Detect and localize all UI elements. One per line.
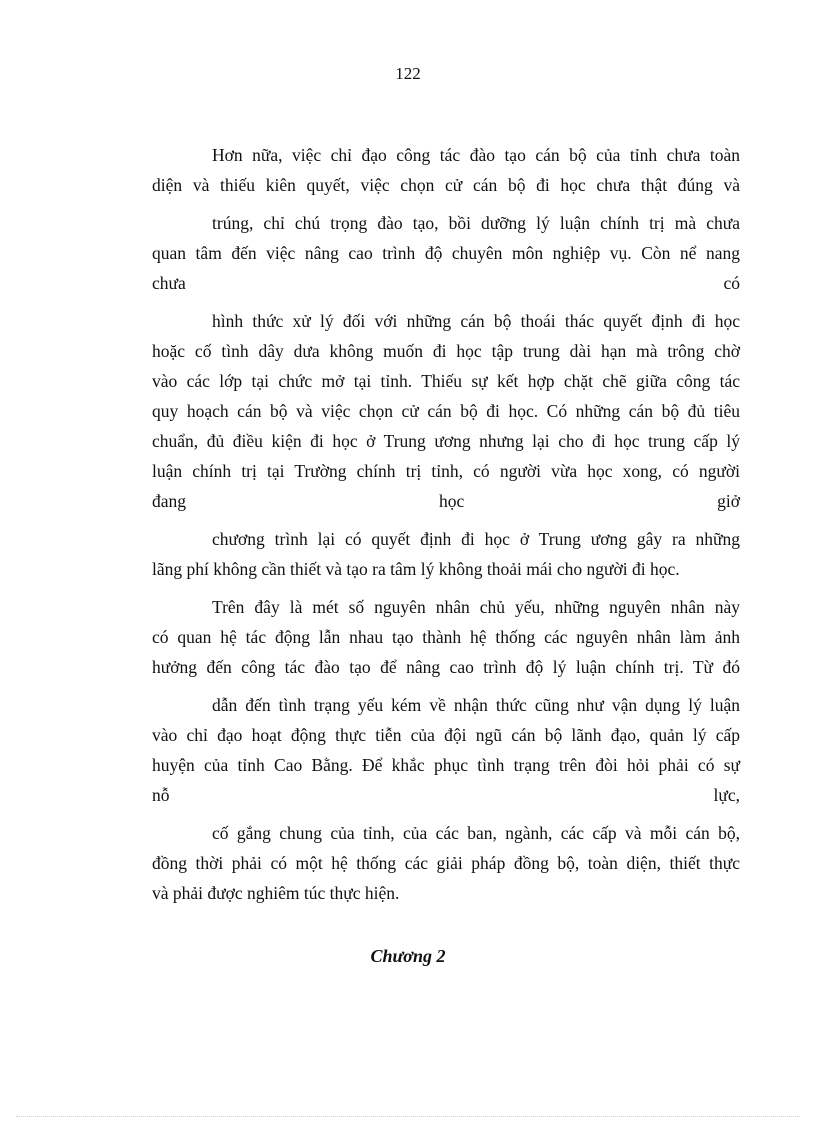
text-line: đồng thời phải có một hệ thống các giải pháp đồng bộ, toàn diện, thiết thực [152,853,740,873]
text-line: diện và thiếu kiên quyết, việc chọn cử cán bộ đi học chưa thật đúng và [152,175,740,195]
text-line: hoặc cố tình dây dưa không muốn đi học tập trung dài hạn mà trông chờ [152,341,740,361]
page-number: 122 [395,64,421,83]
paragraph-2 [152,208,740,298]
paragraph-4 [152,524,740,584]
paragraph-6 [152,690,740,810]
text-line: chưa có [152,273,740,293]
text-line: Hơn nữa, việc chỉ đạo công tác đào tạo cán bộ của tỉnh chưa toàn [212,145,740,165]
text-line: quan tâm đến việc nâng cao trình độ chuyên môn nghiệp vụ. Còn nể nang [152,243,740,263]
page-bottom-divider [16,1116,800,1117]
text-line: vào các lớp tại chức mở tại tỉnh. Thiếu sự kết hợp chặt chẽ giữa công tác [152,371,740,391]
text-line: cố gắng chung của tỉnh, của các ban, ngành, các cấp và mỗi cán bộ, [212,823,740,843]
paragraph-3 [152,306,740,516]
text-line: Trên đây là mét số nguyên nhân chủ yếu, những nguyên nhân này [212,597,740,617]
text-line: quy hoạch cán bộ và việc chọn cử cán bộ đi học. Có những cán bộ đủ tiêu [152,401,740,421]
text-line: lãng phí không cần thiết và tạo ra tâm lý không thoải mái cho người đi học. [152,559,680,579]
text-line: vào chỉ đạo hoạt động thực tiễn của đội ngũ cán bộ lãnh đạo, quản lý cấp [152,725,740,745]
paragraph-5 [152,592,740,682]
text-line: chuẩn, đủ điều kiện đi học ở Trung ương nhưng lại cho đi học trung cấp lý [152,431,740,451]
text-line: và phải được nghiêm túc thực hiện. [152,883,400,903]
text-line: đang học giở [152,491,740,511]
text-line: luận chính trị tại Trường chính trị tỉnh, có người vừa học xong, có người [152,461,740,481]
text-line: huyện của tỉnh Cao Bằng. Để khắc phục tình trạng trên đòi hỏi phải có sự [152,755,740,775]
text-line: dẫn đến tình trạng yếu kém về nhận thức cũng như vận dụng lý luận [212,695,740,715]
paragraph-7 [152,818,740,908]
paragraph-1 [152,140,740,200]
text-line: nỗ lực, [152,785,740,805]
text-line: trúng, chỉ chú trọng đào tạo, bồi dưỡng lý luận chính trị mà chưa [212,213,740,233]
text-line: hưởng đến công tác đào tạo để nâng cao trình độ lý luận chính trị. Từ đó [152,657,740,677]
text-line: có quan hệ tác động lẫn nhau tạo thành hệ thống các nguyên nhân làm ảnh [152,627,740,647]
text-line: chương trình lại có quyết định đi học ở Trung ương gây ra những [212,529,740,549]
chapter-title: Chương 2 [370,946,446,966]
text-line: hình thức xử lý đối với những cán bộ thoái thác quyết định đi học [212,311,740,331]
